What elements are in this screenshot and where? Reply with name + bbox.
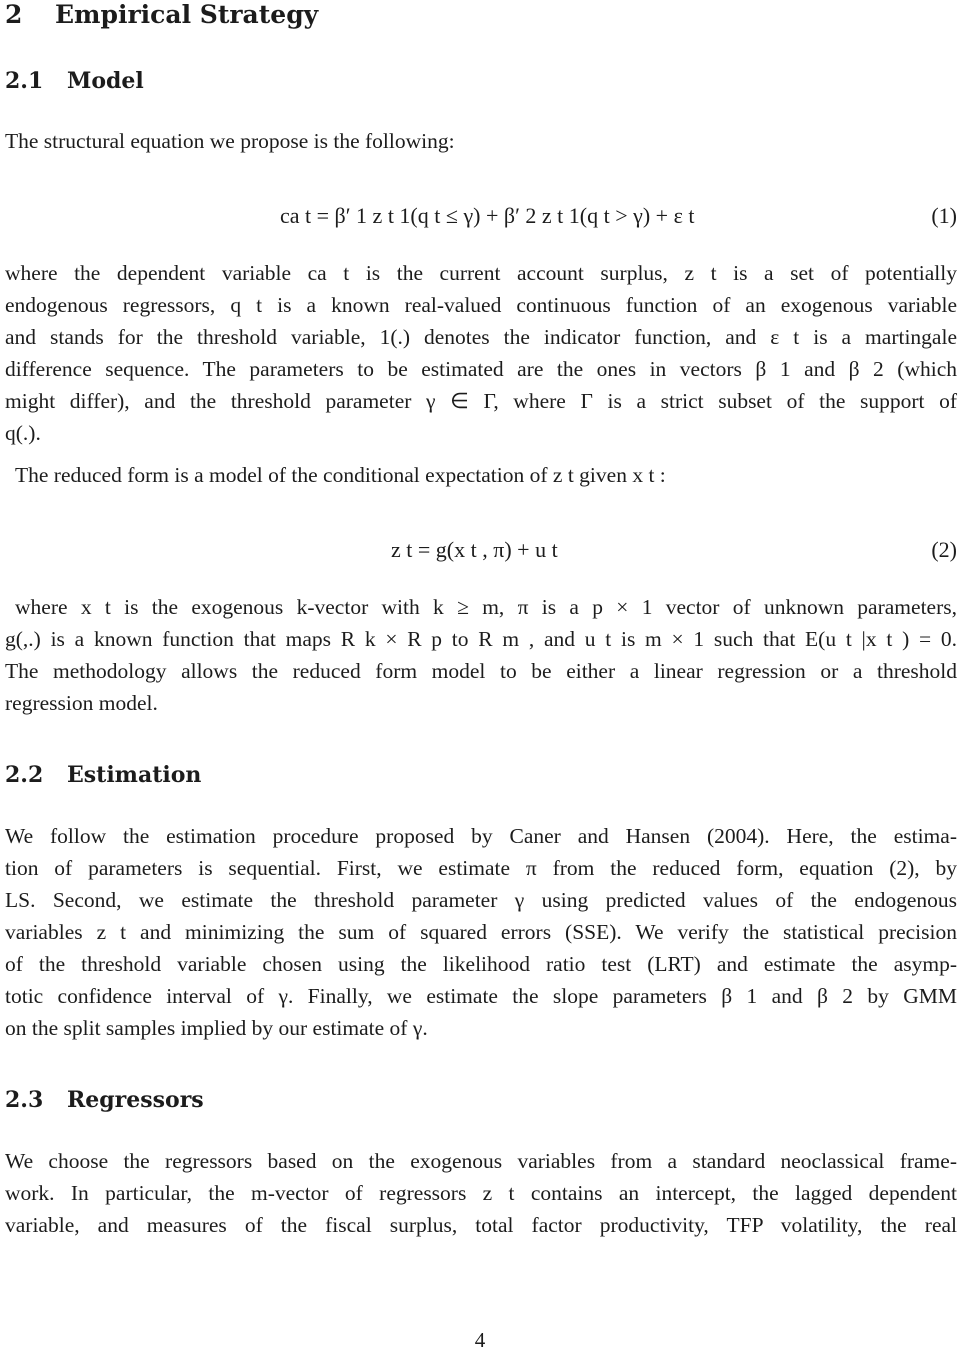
model-p2-line: g(,.) is a known function that maps R k × R p to R m , and u t is m × 1 such that E(u t |x t ) = 0. [5, 627, 957, 651]
subsection-heading-model [5, 68, 144, 94]
subsection-title: Estimation [67, 762, 202, 788]
model-p1-line: might differ), and the threshold parameter γ ∈ Γ, where Γ is a strict subset of the support of [5, 389, 957, 413]
section-number: 2 [5, 0, 23, 29]
section-title: Empirical Strategy [55, 0, 319, 29]
model-p1-line: q(.). [5, 421, 41, 445]
estimation-line: We follow the estimation procedure proposed by Caner and Hansen (2004). Here, the estima- [5, 824, 957, 848]
subsection-title: Regressors [67, 1087, 204, 1113]
subsection-number: 2.2 [5, 762, 44, 788]
model-p2-line: The methodology allows the reduced form model to be either a linear regression or a threshold [5, 659, 957, 683]
page-number: 4 [474, 1328, 486, 1352]
model-p2-line: regression model. [5, 691, 158, 715]
model-p1-line: difference sequence. The parameters to be estimated are the ones in vectors β 1 and β 2 (which [5, 357, 957, 381]
equation-1-body: ca t = β′ 1 z t 1(q t ≤ γ) + β′ 2 z t 1(q t > γ) + ε t [280, 203, 695, 228]
model-intro: The structural equation we propose is the following: [5, 129, 455, 153]
regressors-line: work. In particular, the m-vector of regressors z t contains an intercept, the lagged dependent [5, 1181, 957, 1205]
regressors-line: variable, and measures of the fiscal surplus, total factor productivity, TFP volatility, the real [5, 1213, 957, 1237]
equation-2-tag: (2) [931, 537, 957, 562]
model-p1-line: where the dependent variable ca t is the current account surplus, z t is a set of potentially [5, 261, 957, 285]
equation-2-body: z t = g(x t , π) + u t [391, 537, 558, 562]
equation-1-tag: (1) [931, 203, 957, 228]
regressors-line: We choose the regressors based on the exogenous variables from a standard neoclassical frame- [5, 1149, 957, 1173]
model-p1-line: and stands for the threshold variable, 1(.) denotes the indicator function, and ε t is a martingale [5, 325, 957, 349]
estimation-line: tion of parameters is sequential. First, we estimate π from the reduced form, equation (2), by [5, 856, 957, 880]
subsection-number: 2.3 [5, 1087, 44, 1113]
estimation-line: variables z t and minimizing the sum of squared errors (SSE). We verify the statistical precision [5, 920, 957, 944]
reduced-form-intro: The reduced form is a model of the conditional expectation of z t given x t : [15, 463, 666, 487]
estimation-line: of the threshold variable chosen using the likelihood ratio test (LRT) and estimate the asymp- [5, 952, 957, 976]
model-p2-line: where x t is the exogenous k-vector with k ≥ m, π is a p × 1 vector of unknown parameters, [15, 595, 957, 619]
subsection-heading-estimation [5, 762, 201, 788]
estimation-line: totic confidence interval of γ. Finally, we estimate the slope parameters β 1 and β 2 by GMM [5, 984, 957, 1008]
subsection-heading-regressors [5, 1087, 204, 1113]
model-p1-line: endogenous regressors, q t is a known real-valued continuous function of an exogenous variable [5, 293, 957, 317]
subsection-number: 2.1 [5, 68, 44, 94]
section-heading [5, 0, 318, 29]
estimation-line: LS. Second, we estimate the threshold parameter γ using predicted values of the endogenous [5, 888, 957, 912]
subsection-title: Model [67, 68, 144, 94]
estimation-line: on the split samples implied by our estimate of γ. [5, 1016, 428, 1040]
